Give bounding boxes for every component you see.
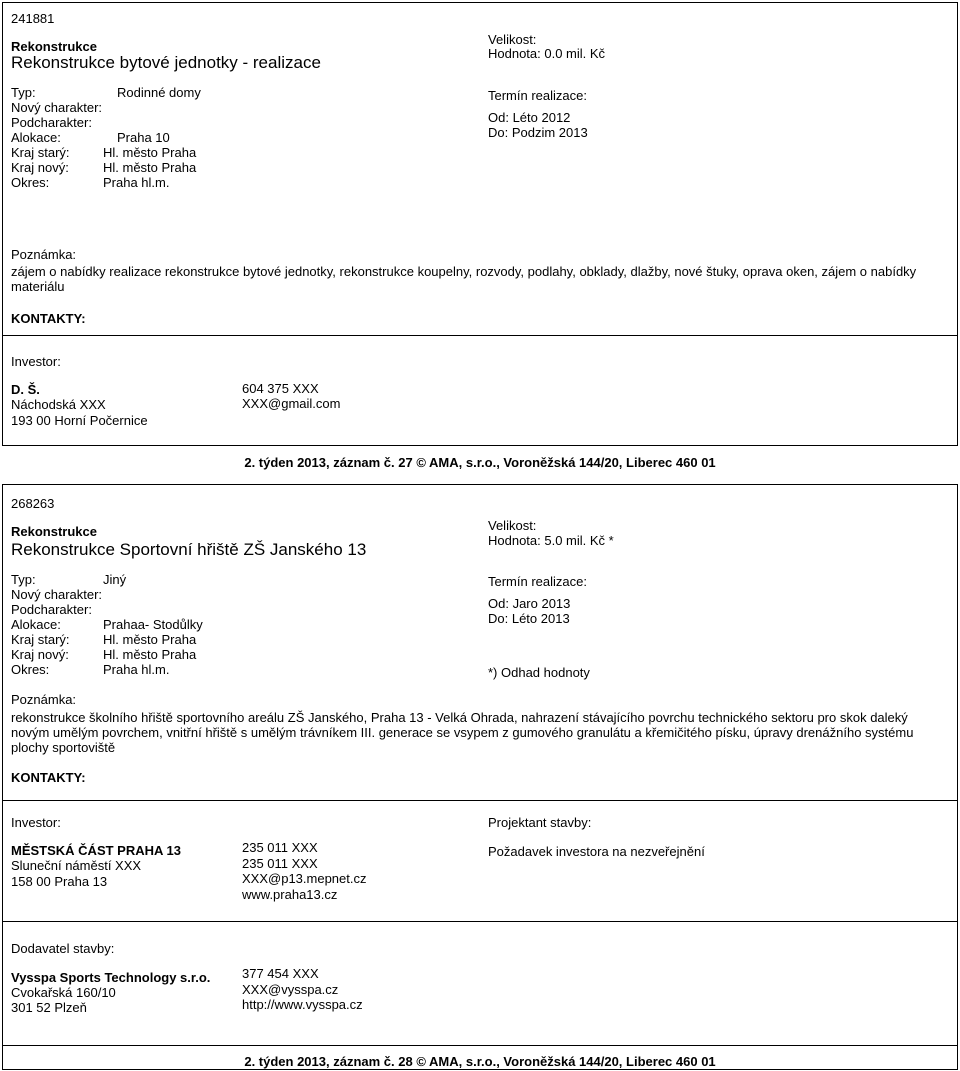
record-2-id: 268263 <box>11 496 55 511</box>
field-label-region-old: Kraj starý: <box>11 632 70 647</box>
field-value-district: Praha hl.m. <box>103 662 170 677</box>
record-2-investor-city: 158 00 Praha 13 <box>11 874 108 889</box>
record-2-investor-phone-1: 235 011 XXX <box>242 840 318 855</box>
record-2-supplier-email: XXX@vysspa.cz <box>242 982 339 997</box>
record-1-investor-city: 193 00 Horní Počernice <box>11 413 148 428</box>
record-1-investor-name: D. Š. <box>11 382 40 397</box>
field-label-region-new: Kraj nový: <box>11 160 69 175</box>
field-label-subcharacter: Podcharakter: <box>11 602 92 617</box>
field-value-subcharacter <box>103 602 203 617</box>
record-1-term-to: Do: Podzim 2013 <box>488 125 588 140</box>
field-value-region-new: Hl. město Praha <box>103 160 197 175</box>
record-1-investor-phone: 604 375 XXX <box>242 381 319 396</box>
field-value-region-old: Hl. město Praha <box>103 145 197 160</box>
record-1-id: 241881 <box>11 11 55 26</box>
field-value-allocation: Praha 10 <box>117 130 170 145</box>
record-2-investor-web: www.praha13.cz <box>242 887 338 902</box>
record-2-estimate-note: *) Odhad hodnoty <box>488 665 590 680</box>
record-2-contacts-box <box>2 800 958 922</box>
record-2-supplier-web: http://www.vysspa.cz <box>242 997 363 1012</box>
record-2-supplier-label: Dodavatel stavby: <box>11 941 115 956</box>
record-2-investor-phone-2: 235 011 XXX <box>242 856 318 871</box>
record-2-investor-name: MĚSTSKÁ ČÁST PRAHA 13 <box>11 843 181 858</box>
record-2-investor-label: Investor: <box>11 815 61 830</box>
record-2-title: Rekonstrukce Sportovní hřiště ZŠ Janského 13 <box>11 540 367 559</box>
field-label-allocation: Alokace: <box>11 130 61 145</box>
record-2-supplier-name: Vysspa Sports Technology s.r.o. <box>11 970 211 985</box>
field-label-type: Typ: <box>11 572 36 587</box>
field-value-allocation: Prahaa- Stodůlky <box>103 617 203 632</box>
record-2-contacts-label: KONTAKTY: <box>11 770 86 785</box>
record-1-investor-street: Náchodská XXX <box>11 397 106 412</box>
record-2-note: rekonstrukce školního hřiště sportovního areálu ZŠ Janského, Praha 13 - Velká Ohrada, nahrazení stávajícího povrchu technického sektoru pro skok daleký novým umělým povrchem, vnitřní hřiště s umělým trávníkem III. generace se vsypem z gumového granulátu a křemičitého písku, úpravy drenážního systému plochy sportoviště <box>11 710 914 755</box>
record-2-supplier-city: 301 52 Plzeň <box>11 1000 87 1015</box>
record-1-note-label: Poznámka: <box>11 247 77 262</box>
field-label-type: Typ: <box>11 85 36 100</box>
field-label-district: Okres: <box>11 175 50 190</box>
field-label-district: Okres: <box>11 662 50 677</box>
field-value-type: Rodinné domy <box>117 85 201 100</box>
record-1-field-labels <box>11 85 102 190</box>
record-1-category: Rekonstrukce <box>11 39 97 54</box>
record-1-term-label: Termín realizace: <box>488 88 587 103</box>
field-value-subcharacter <box>103 115 201 130</box>
record-2-term-label: Termín realizace: <box>488 574 587 589</box>
field-label-allocation: Alokace: <box>11 617 61 632</box>
record-1-field-values <box>103 85 201 190</box>
record-1-value: Hodnota: 0.0 mil. Kč <box>488 46 606 61</box>
record-2-designer-label: Projektant stavby: <box>488 815 592 830</box>
field-value-region-new: Hl. město Praha <box>103 647 197 662</box>
record-1-footer: 2. týden 2013, záznam č. 27 © AMA, s.r.o., Voroněžská 144/20, Liberec 460 01 <box>244 455 716 470</box>
record-2-investor-email: XXX@p13.mepnet.cz <box>242 871 367 886</box>
field-label-new-character: Nový charakter: <box>11 587 103 602</box>
field-value-new-character <box>103 587 203 602</box>
record-2-category: Rekonstrukce <box>11 524 97 539</box>
record-1-term-from: Od: Léto 2012 <box>488 110 571 125</box>
record-2-footer: 2. týden 2013, záznam č. 28 © AMA, s.r.o., Voroněžská 144/20, Liberec 460 01 <box>244 1054 716 1069</box>
record-1-contacts-box <box>2 335 958 446</box>
field-value-type: Jiný <box>103 572 127 587</box>
record-1-contacts-label: KONTAKTY: <box>11 311 86 326</box>
record-2-term-to: Do: Léto 2013 <box>488 611 570 626</box>
record-1-note: zájem o nabídky realizace rekonstrukce bytové jednotky, rekonstrukce koupelny, rozvody, podlahy, obklady, dlažby, nové štuky, oprava oken, zájem o nabídky materiálu <box>11 264 917 294</box>
field-label-new-character: Nový charakter: <box>11 100 103 115</box>
record-2-supplier-street: Cvokařská 160/10 <box>11 985 116 1000</box>
record-2-value: Hodnota: 5.0 mil. Kč * <box>488 533 614 548</box>
record-1-investor-email: XXX@gmail.com <box>242 396 341 411</box>
field-label-region-new: Kraj nový: <box>11 647 69 662</box>
field-value-district: Praha hl.m. <box>103 175 170 190</box>
record-2-note-label: Poznámka: <box>11 692 77 707</box>
field-label-region-old: Kraj starý: <box>11 145 70 160</box>
record-2-investor-street: Sluneční náměstí XXX <box>11 858 142 873</box>
field-value-new-character <box>103 100 201 115</box>
field-label-subcharacter: Podcharakter: <box>11 115 92 130</box>
record-1-investor-label: Investor: <box>11 354 61 369</box>
record-2-field-values <box>103 572 203 677</box>
field-value-region-old: Hl. město Praha <box>103 632 197 647</box>
record-2-designer-text: Požadavek investora na nezveřejnění <box>488 844 705 859</box>
record-2-size-label: Velikost: <box>488 518 537 533</box>
record-2-supplier-phone: 377 454 XXX <box>242 966 319 981</box>
record-1-title: Rekonstrukce bytové jednotky - realizace <box>11 53 321 72</box>
record-2-field-labels <box>11 572 102 677</box>
record-1-size-label: Velikost: <box>488 32 537 47</box>
record-2-term-from: Od: Jaro 2013 <box>488 596 571 611</box>
